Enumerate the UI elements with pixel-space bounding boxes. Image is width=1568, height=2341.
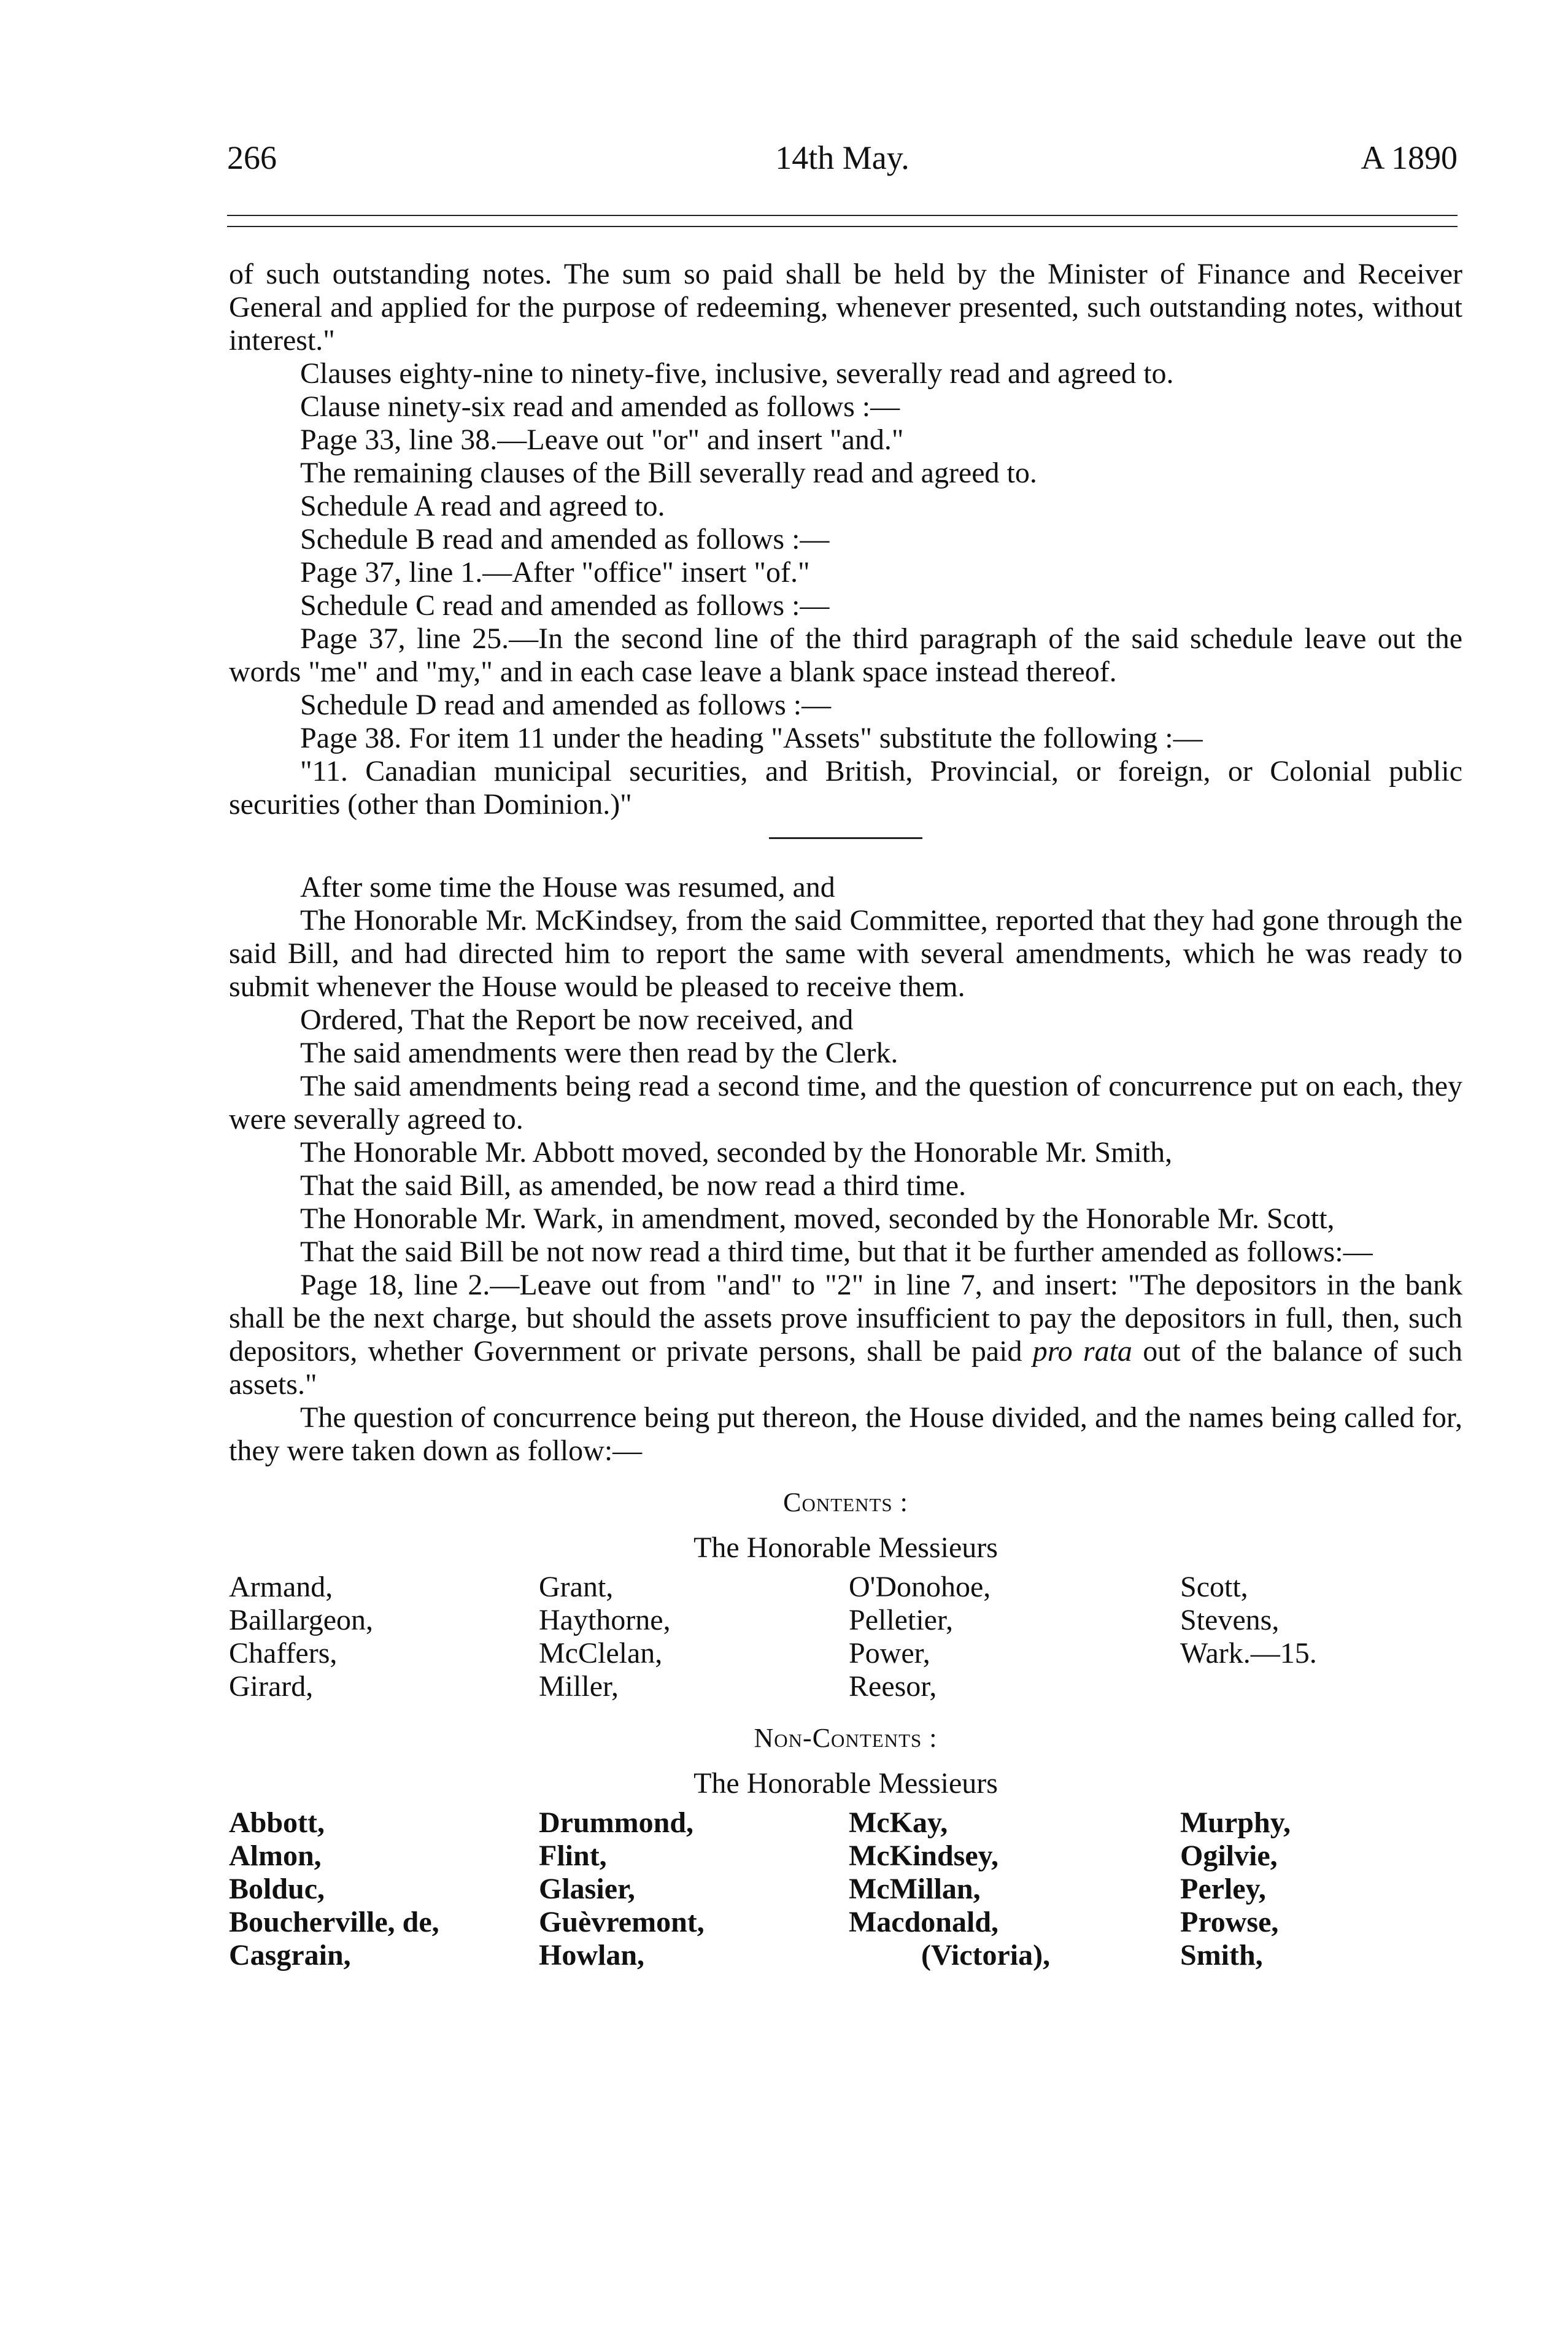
non-contents-heading: Non-Contents : — [754, 1723, 938, 1753]
name-entry: Perley, — [1180, 1873, 1266, 1905]
contents-heading: Contents : — [783, 1487, 908, 1517]
amendment-paragraph — [229, 1269, 1462, 1401]
names-column — [1180, 1806, 1462, 1972]
page-header — [227, 139, 1458, 188]
name-entry: Howlan, — [539, 1939, 645, 1971]
name-entry: Wark.—15. — [1180, 1637, 1317, 1670]
names-column — [229, 1806, 539, 1972]
names-column — [1180, 1571, 1462, 1703]
paragraph: Schedule D read and amended as follows :— — [300, 689, 832, 721]
paragraph: The said amendments were then read by the Clerk. — [300, 1037, 898, 1069]
non-contents-subheading: The Honorable Messieurs — [693, 1767, 998, 1800]
name-entry: Casgrain, — [229, 1939, 351, 1971]
name-entry: Armand, — [229, 1571, 333, 1603]
paragraph: The remaining clauses of the Bill severally read and agreed to. — [300, 457, 1037, 489]
paragraph: The Honorable Mr. Wark, in amendment, moved, seconded by the Honorable Mr. Scott, — [300, 1202, 1335, 1235]
name-entry: McKindsey, — [849, 1840, 999, 1872]
paragraph: The Honorable Mr. McKindsey, from the said Committee, reported that they had gone through the said Bill, and had directed him to report the same with several amendments, which he was ready to submit whenever the House would be pleased to receive them. — [229, 904, 1462, 1003]
name-entry: McMillan, — [849, 1873, 981, 1905]
paragraph: Page 37, line 1.—After "office" insert "of." — [300, 556, 810, 589]
name-entry: McClelan, — [539, 1637, 663, 1670]
paragraph: Schedule B read and amended as follows :— — [300, 523, 830, 555]
names-column — [849, 1571, 1180, 1703]
name-entry: Abbott, — [229, 1806, 325, 1839]
page-date: 14th May. — [775, 139, 910, 176]
name-entry: Miller, — [539, 1670, 619, 1703]
name-entry: Ogilvie, — [1180, 1840, 1278, 1872]
paragraph: Clause ninety-six read and amended as follows :— — [300, 390, 900, 423]
name-entry: Flint, — [539, 1840, 607, 1872]
name-entry: Baillargeon, — [229, 1604, 374, 1636]
paragraph: Ordered, That the Report be now received, and — [300, 1004, 854, 1036]
name-entry: McKay, — [849, 1806, 948, 1839]
name-entry: Almon, — [229, 1840, 322, 1872]
name-entry: Smith, — [1180, 1939, 1263, 1971]
amendment-text: Page 18, line 2.—Leave out from "and" to "2" in line 7, and insert: "The depositors in the bank shall be the next charge, but should the assets prove insufficient to pay the depositors in full, then, such depositors, whether Government or private persons, shall be paid — [229, 1269, 1462, 1368]
paragraph: That the said Bill be not now read a third time, but that it be further amended as follows:— — [300, 1236, 1373, 1268]
name-entry: Macdonald, — [849, 1906, 999, 1938]
name-entry: O'Donohoe, — [849, 1571, 991, 1603]
name-entry: Murphy, — [1180, 1806, 1291, 1839]
name-entry: Scott, — [1180, 1571, 1248, 1603]
name-entry: Glasier, — [539, 1873, 635, 1905]
paragraph: "11. Canadian municipal securities, and British, Provincial, or foreign, or Colonial public securities (other than Dominion.)" — [229, 755, 1462, 821]
name-entry: Chaffers, — [229, 1637, 338, 1670]
name-entry: (Victoria), — [921, 1939, 1051, 1971]
name-entry: Stevens, — [1180, 1604, 1280, 1636]
amendment-italic: pro rata — [1032, 1335, 1132, 1368]
paragraph: Clauses eighty-nine to ninety-five, inclusive, severally read and agreed to. — [300, 357, 1174, 390]
names-column — [539, 1571, 849, 1703]
paragraph: After some time the House was resumed, and — [300, 871, 835, 904]
name-entry: Boucherville, de, — [229, 1906, 439, 1938]
name-entry: Guèvremont, — [539, 1906, 705, 1938]
header-double-rule — [227, 215, 1458, 227]
name-entry: Grant, — [539, 1571, 614, 1603]
name-entry: Drummond, — [539, 1806, 694, 1839]
contents-subheading: The Honorable Messieurs — [693, 1531, 998, 1564]
document-body — [229, 258, 1462, 1972]
contents-names — [229, 1571, 1462, 1703]
paragraph: of such outstanding notes. The sum so paid shall be held by the Minister of Finance and Receiver General and applied for the purpose of redeeming, whenever presented, such outstanding notes, without interest." — [229, 258, 1462, 357]
paragraph: Page 38. For item 11 under the heading "Assets" substitute the following :— — [300, 722, 1203, 754]
paragraph: The question of concurrence being put thereon, the House divided, and the names being called for, they were taken down as follow:— — [229, 1401, 1462, 1467]
page-year: A 1890 — [1361, 139, 1458, 176]
paragraph: The Honorable Mr. Abbott moved, seconded by the Honorable Mr. Smith, — [300, 1136, 1173, 1169]
name-entry: Haythorne, — [539, 1604, 671, 1636]
paragraph: That the said Bill, as amended, be now read a third time. — [300, 1169, 967, 1202]
names-column — [539, 1806, 849, 1972]
paragraph: The said amendments being read a second time, and the question of concurrence put on each, they were severally agreed to. — [229, 1070, 1462, 1136]
name-entry: Prowse, — [1180, 1906, 1279, 1938]
name-entry: Bolduc, — [229, 1873, 325, 1905]
paragraph: Page 37, line 25.—In the second line of the third paragraph of the said schedule leave out the words "me" and "my," and in each case leave a blank space instead thereof. — [229, 622, 1462, 688]
name-entry: Girard, — [229, 1670, 314, 1703]
amendment-text-end: out of the balance of such assets." — [229, 1335, 1462, 1401]
names-column — [849, 1806, 1180, 1972]
non-contents-names — [229, 1806, 1462, 1972]
paragraph: Page 33, line 38.—Leave out "or" and insert "and." — [300, 424, 904, 456]
name-entry: Reesor, — [849, 1670, 937, 1703]
paragraph: Schedule C read and amended as follows :— — [300, 589, 830, 622]
section-divider — [769, 837, 922, 839]
name-entry: Power, — [849, 1637, 930, 1670]
page-number: 266 — [227, 139, 277, 176]
paragraph: Schedule A read and agreed to. — [300, 490, 665, 522]
names-column — [229, 1571, 539, 1703]
name-entry: Pelletier, — [849, 1604, 954, 1636]
